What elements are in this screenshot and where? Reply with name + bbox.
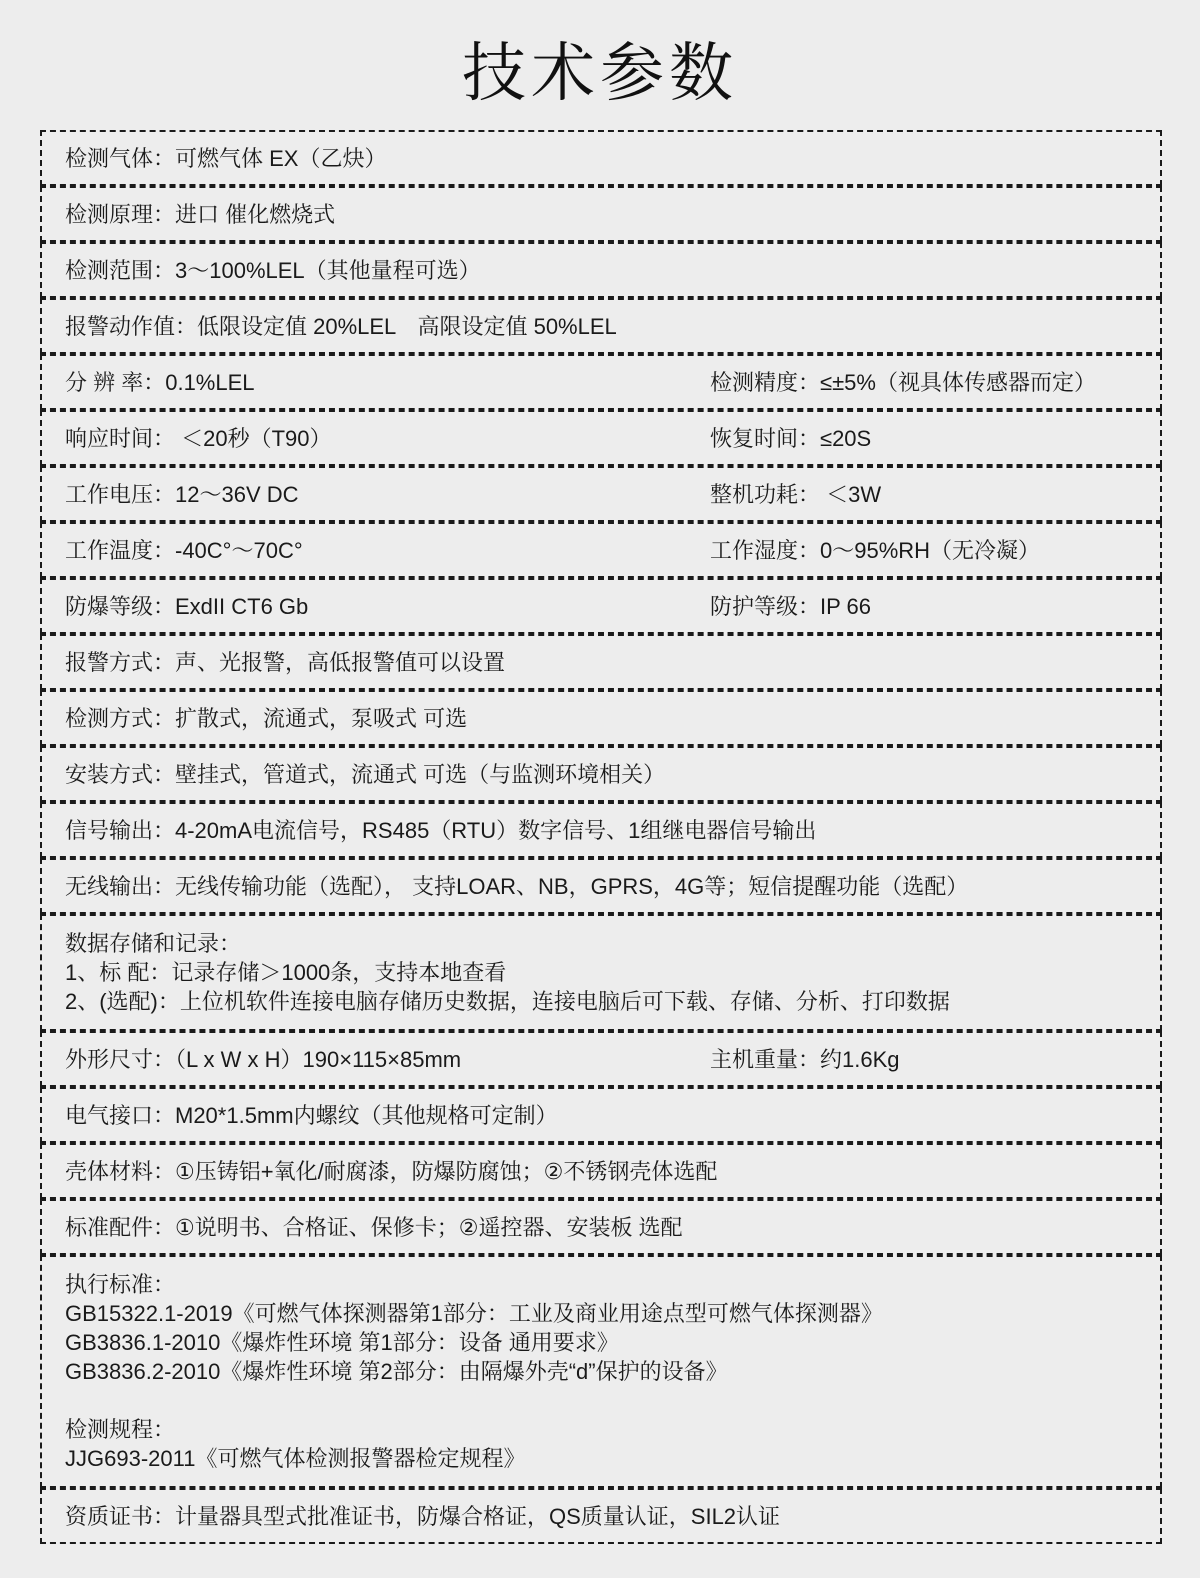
spec-row-certificates bbox=[40, 1488, 1162, 1544]
spec-line: 检测规程： bbox=[65, 1417, 176, 1442]
spec-row-response-recovery bbox=[40, 410, 1162, 466]
spec-text: 检测原理：进口 催化燃烧式 bbox=[65, 201, 336, 227]
spec-row-standard-accessories bbox=[40, 1199, 1162, 1255]
spec-row-detection-principle bbox=[40, 186, 1162, 242]
spec-line: 2、(选配)：上位机软件连接电脑存储历史数据，连接电脑后可下载、存储、分析、打印数据 bbox=[65, 989, 950, 1014]
spec-row-mounting bbox=[40, 746, 1162, 802]
spec-row-electrical-port bbox=[40, 1087, 1162, 1143]
spec-row-temp-humidity bbox=[40, 522, 1162, 578]
spec-text-left: 防爆等级：ExdII CT6 Gb bbox=[65, 593, 309, 619]
spec-text-left: 工作温度：-40C°～70C° bbox=[65, 537, 303, 563]
spec-text: 无线输出：无线传输功能（选配）， 支持LOAR、NB，GPRS，4G等；短信提醒功能（选配） bbox=[65, 873, 969, 899]
spec-row-housing-material bbox=[40, 1143, 1162, 1199]
spec-text-right: 防护等级：IP 66 bbox=[710, 593, 871, 619]
page-title: 技术参数 bbox=[462, 37, 738, 109]
spec-line: 1、标 配：记录存储＞1000条，支持本地查看 bbox=[65, 960, 507, 985]
spec-line: GB3836.1-2010《爆炸性环境 第1部分：设备 通用要求》 bbox=[65, 1330, 619, 1355]
spec-text: 信号输出：4-20mA电流信号，RS485（RTU）数字信号、1组继电器信号输出 bbox=[65, 817, 817, 843]
spec-row-wireless-output bbox=[40, 858, 1162, 914]
spec-text: 壳体材料：①压铸铝+氧化/耐腐漆，防爆防腐蚀；②不锈钢壳体选配 bbox=[65, 1158, 718, 1184]
spec-row-alarm-mode bbox=[40, 634, 1162, 690]
spec-row-detection-range bbox=[40, 242, 1162, 298]
spec-row-explosion-ip bbox=[40, 578, 1162, 634]
spec-line: 执行标准： bbox=[65, 1272, 176, 1297]
spec-text-right: 主机重量：约1.6Kg bbox=[710, 1046, 900, 1072]
spec-text-right: 检测精度：≤±5%（视具体传感器而定） bbox=[710, 369, 1096, 395]
spec-text: 安装方式：壁挂式，管道式，流通式 可选（与监测环境相关） bbox=[65, 761, 666, 787]
spec-text-left: 响应时间： ＜20秒（T90） bbox=[65, 425, 332, 451]
spec-text: 报警动作值：低限设定值 20%LEL 高限设定值 50%LEL bbox=[65, 313, 617, 339]
spec-row-dimensions-weight bbox=[40, 1031, 1162, 1087]
spec-text-left: 外形尺寸：（L x W x H）190×115×85mm bbox=[65, 1046, 462, 1072]
spec-text-left: 分 辨 率：0.1%LEL bbox=[65, 369, 255, 395]
spec-text: 检测方式：扩散式，流通式，泵吸式 可选 bbox=[65, 705, 468, 731]
spec-text-right: 恢复时间：≤20S bbox=[710, 425, 872, 451]
spec-row-detection-mode bbox=[40, 690, 1162, 746]
spec-row-detection-gas bbox=[40, 130, 1162, 186]
spec-text: 资质证书：计量器具型式批准证书，防爆合格证，QS质量认证，SIL2认证 bbox=[65, 1503, 781, 1529]
spec-row-data-storage bbox=[40, 914, 1162, 1031]
spec-line: GB3836.2-2010《爆炸性环境 第2部分：由隔爆外壳“d”保护的设备》 bbox=[65, 1359, 728, 1384]
spec-line: JJG693-2011《可燃气体检测报警器检定规程》 bbox=[65, 1446, 526, 1471]
spec-table bbox=[40, 130, 1162, 1544]
spec-line: 数据存储和记录： bbox=[65, 931, 242, 956]
spec-row-alarm-setpoints bbox=[40, 298, 1162, 354]
spec-line: GB15322.1-2019《可燃气体探测器第1部分：工业及商业用途点型可燃气体探测器》 bbox=[65, 1301, 883, 1326]
spec-text-left: 工作电压：12～36V DC bbox=[65, 481, 299, 507]
spec-text-right: 工作湿度：0～95%RH（无冷凝） bbox=[710, 537, 1041, 563]
spec-text: 检测气体：可燃气体 EX（乙炔） bbox=[65, 145, 387, 171]
spec-text: 报警方式：声、光报警，高低报警值可以设置 bbox=[65, 649, 506, 675]
spec-row-resolution-accuracy bbox=[40, 354, 1162, 410]
spec-line-blank bbox=[65, 1386, 1148, 1415]
spec-text: 检测范围：3～100%LEL（其他量程可选） bbox=[65, 257, 481, 283]
spec-text-right: 整机功耗： ＜3W bbox=[710, 481, 882, 507]
spec-row-voltage-power bbox=[40, 466, 1162, 522]
spec-text: 电气接口：M20*1.5mm内螺纹（其他规格可定制） bbox=[65, 1102, 558, 1128]
spec-row-standards bbox=[40, 1255, 1162, 1488]
spec-text: 标准配件：①说明书、合格证、保修卡；②遥控器、安装板 选配 bbox=[65, 1214, 683, 1240]
spec-row-signal-output bbox=[40, 802, 1162, 858]
